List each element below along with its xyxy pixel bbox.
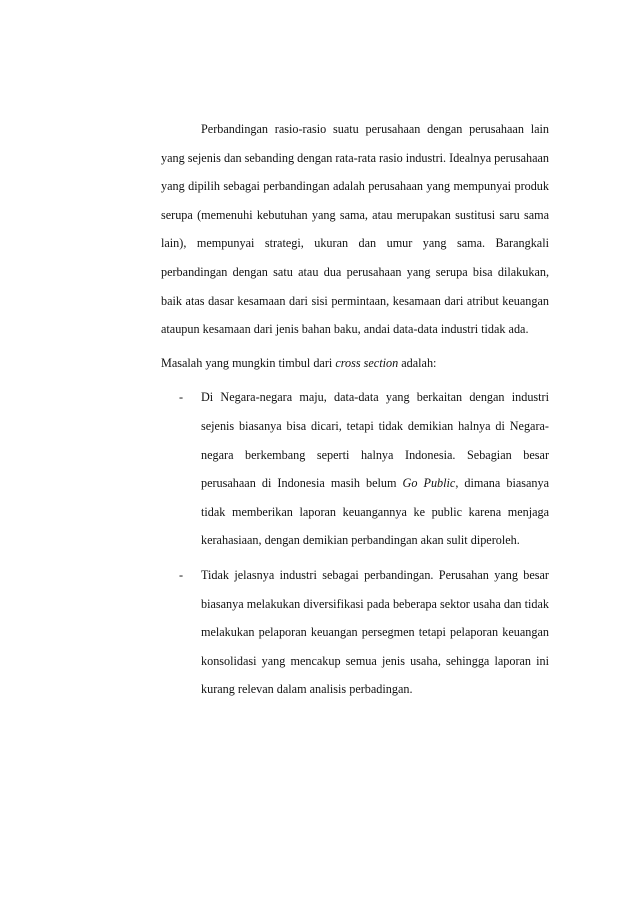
list-dash: - xyxy=(179,567,184,582)
list-item-text xyxy=(179,561,549,704)
list-item-text-part: Di Negara-negara maju, data-data yang berkaitan dengan industri sejenis biasanya bisa dicari, tetapi tidak demikian halnya di Negara-negara berkembang seperti halnya Indonesia. Sebagian besar perusahaan di Indonesia masih belum xyxy=(201,390,549,491)
paragraph-problems-intro xyxy=(161,349,549,378)
paragraph-problems-intro-text: Masalah yang mungkin timbul dari xyxy=(161,355,336,370)
list-item-text-part: Tidak jelasnya industri sebagai perbandingan. Perusahan yang besar biasanya melakukan diversifikasi pada beberapa sektor usaha dan tidak melakukan pelaporan keuangan persegmen tetapi pelaporan keuangan konsolidasi yang mencakup semua jenis usaha, sehingga laporan ini kurang relevan dalam analisis perbadingan. xyxy=(201,567,549,697)
list-item-text-part: , dimana biasanya tidak memberikan laporan keuangannya ke public karena menjaga kerahasiaan, dengan demikian perbandingan akan sulit diperoleh. xyxy=(201,476,550,548)
list-item-text xyxy=(179,383,549,555)
list-dash: - xyxy=(179,390,184,405)
problems-list xyxy=(161,383,549,704)
paragraph-problems-intro-end: adalah: xyxy=(398,355,437,370)
list-item xyxy=(161,383,549,555)
paragraph-comparison: Perbandingan rasio-rasio suatu perusahaan dengan perusahaan lain yang sejenis dan sebanding dengan rata-rata rasio industri. Idealnya perusahaan yang dipilih sebagai perbandingan adalah perusahaan yang mempunyai produk serupa (memenuhi kebutuhan yang sama, atau merupakan sustitusi saru sama lain), mempunyai strategi, ukuran dan umur yang sama. Barangkali perbandingan dengan satu atau dua perusahaan yang serupa bisa dilakukan, baik atas dasar kesamaan dari sisi permintaan, kesamaan dari atribut keuangan ataupun kesamaan dari jenis bahan baku, andai data-data industri tidak ada. xyxy=(161,122,549,337)
cross-section-term: cross section xyxy=(335,355,399,370)
go-public-term: Go Public xyxy=(402,476,456,491)
document-body xyxy=(161,115,549,710)
list-item xyxy=(161,561,549,704)
